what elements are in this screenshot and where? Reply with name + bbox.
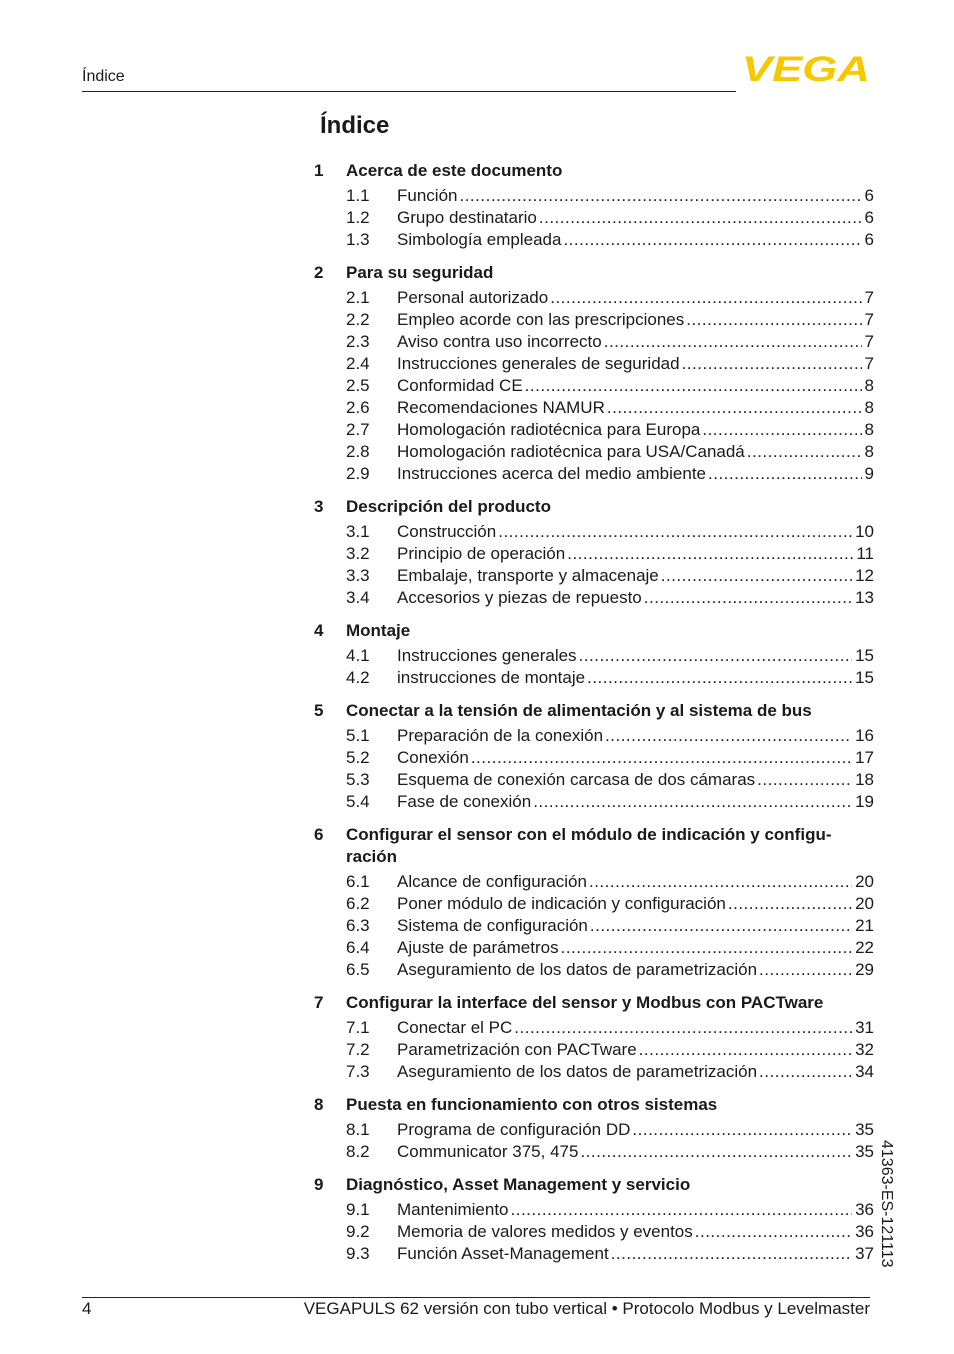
toc-entry[interactable] <box>314 419 874 441</box>
entry-title: Homologación radiotécnica para Europa <box>397 420 701 439</box>
dot-leader <box>757 769 852 791</box>
entry-page-number: 18 <box>855 770 874 789</box>
toc-section-heading[interactable] <box>314 700 874 722</box>
entry-number: 2.2 <box>346 310 370 329</box>
entry-title: Poner módulo de indicación y configuración <box>397 894 726 913</box>
entry-number: 2.3 <box>346 332 370 351</box>
entry-page-number: 20 <box>855 872 874 891</box>
toc-entry[interactable] <box>314 769 874 791</box>
entry-page-number: 10 <box>855 522 874 541</box>
entry-page-number: 13 <box>855 588 874 607</box>
entry-page-number: 8 <box>864 398 874 417</box>
entry-page-number: 17 <box>855 748 874 767</box>
entry-page-number: 29 <box>855 960 874 979</box>
dot-leader <box>533 791 852 813</box>
entry-title: Memoria de valores medidos y eventos <box>397 1222 693 1241</box>
entry-page-number: 37 <box>855 1244 874 1263</box>
toc-entry[interactable] <box>314 959 874 981</box>
vega-logo <box>742 53 872 90</box>
entry-title: Recomendaciones NAMUR <box>397 398 605 417</box>
section-number: 2 <box>314 263 324 282</box>
entry-title: Aseguramiento de los datos de parametrización <box>397 960 758 979</box>
footer-rule <box>82 1297 870 1298</box>
page-title: Índice <box>320 112 390 139</box>
entry-page-number: 8 <box>864 442 874 461</box>
entry-title: Conexión <box>397 748 469 767</box>
entry-page-number: 31 <box>855 1018 874 1037</box>
entry-title: Mantenimiento <box>397 1200 509 1219</box>
entry-page-number: 16 <box>855 726 874 745</box>
toc-entry[interactable] <box>314 353 874 375</box>
section-number: 5 <box>314 701 324 720</box>
entry-title: Conectar el PC <box>397 1018 513 1037</box>
toc-entry[interactable] <box>314 791 874 813</box>
entry-number: 9.2 <box>346 1222 370 1241</box>
entry-page-number: 15 <box>855 646 874 665</box>
dot-leader <box>525 375 862 397</box>
toc-section-heading[interactable] <box>314 262 874 284</box>
dot-leader <box>514 1017 852 1039</box>
dot-leader <box>661 565 852 587</box>
toc-entry[interactable] <box>314 521 874 543</box>
entry-number: 3.3 <box>346 566 370 585</box>
entry-number: 2.7 <box>346 420 370 439</box>
dot-leader <box>708 463 862 485</box>
running-header: Índice <box>82 68 125 85</box>
entry-page-number: 12 <box>855 566 874 585</box>
entry-title: Embalaje, transporte y almacenaje <box>397 566 659 585</box>
dot-leader <box>759 959 852 981</box>
toc-entry[interactable] <box>314 1119 874 1141</box>
entry-title: Empleo acorde con las prescripciones <box>397 310 685 329</box>
section-number: 9 <box>314 1175 324 1194</box>
dot-leader <box>607 397 862 419</box>
dot-leader <box>644 587 852 609</box>
entry-number: 3.2 <box>346 544 370 563</box>
toc-entry[interactable] <box>314 463 874 485</box>
entry-page-number: 19 <box>855 792 874 811</box>
toc-entry[interactable] <box>314 1017 874 1039</box>
entry-number: 6.1 <box>346 872 370 891</box>
dot-leader <box>747 441 862 463</box>
toc-section-heading[interactable] <box>314 160 874 182</box>
dot-leader <box>686 309 861 331</box>
section-title: Diagnóstico, Asset Management y servicio <box>346 1175 691 1194</box>
toc-entry[interactable] <box>314 229 874 251</box>
entry-number: 9.1 <box>346 1200 370 1219</box>
toc-section <box>314 1094 874 1163</box>
entry-number: 4.1 <box>346 646 370 665</box>
footer-document-title: VEGAPULS 62 versión con tubo vertical • Protocolo Modbus y Levelmaster <box>303 1299 870 1318</box>
entry-number: 6.3 <box>346 916 370 935</box>
entry-page-number: 7 <box>864 288 874 307</box>
section-title: Montaje <box>346 621 411 640</box>
toc-section <box>314 496 874 609</box>
svg-text:VEGA: VEGA <box>742 53 870 85</box>
entry-number: 5.2 <box>346 748 370 767</box>
entry-number: 9.3 <box>346 1244 370 1263</box>
toc-section <box>314 262 874 485</box>
footer-page-number: 4 <box>82 1299 92 1318</box>
entry-page-number: 20 <box>855 894 874 913</box>
section-title: Configurar el sensor con el módulo de indicación y configu-ración <box>346 825 832 866</box>
entry-number: 1.3 <box>346 230 370 249</box>
toc-entry[interactable] <box>314 587 874 609</box>
entry-title: Esquema de conexión carcasa de dos cámaras <box>397 770 756 789</box>
entry-title: Función <box>397 186 458 205</box>
toc-section-heading[interactable] <box>314 824 874 868</box>
dot-leader <box>580 1141 852 1163</box>
entry-title: Alcance de configuración <box>397 872 587 891</box>
entry-number: 5.1 <box>346 726 370 745</box>
dot-leader <box>498 521 852 543</box>
dot-leader <box>639 1039 852 1061</box>
entry-title: Fase de conexión <box>397 792 532 811</box>
toc-entry[interactable] <box>314 565 874 587</box>
toc-entry[interactable] <box>314 645 874 667</box>
toc-section-heading[interactable] <box>314 1174 874 1196</box>
entry-title: Función Asset-Management <box>397 1244 609 1263</box>
dot-leader <box>550 287 861 309</box>
entry-page-number: 32 <box>855 1040 874 1059</box>
dot-leader <box>759 1061 852 1083</box>
toc-entry[interactable] <box>314 1061 874 1083</box>
toc-section-heading[interactable] <box>314 620 874 642</box>
entry-number: 4.2 <box>346 668 370 687</box>
toc-section-heading[interactable] <box>314 496 874 518</box>
entry-page-number: 35 <box>855 1120 874 1139</box>
section-title: Puesta en funcionamiento con otros sistemas <box>346 1095 718 1114</box>
entry-number: 2.6 <box>346 398 370 417</box>
entry-page-number: 7 <box>864 332 874 351</box>
entry-page-number: 6 <box>864 186 874 205</box>
dot-leader <box>511 1199 853 1221</box>
entry-number: 5.3 <box>346 770 370 789</box>
dot-leader <box>563 229 861 251</box>
entry-page-number: 6 <box>864 208 874 227</box>
entry-title: Instrucciones generales de seguridad <box>397 354 680 373</box>
section-number: 8 <box>314 1095 324 1114</box>
document-code: 41363-ES-121113 <box>878 1140 895 1268</box>
section-number: 7 <box>314 993 324 1012</box>
entry-page-number: 21 <box>855 916 874 935</box>
toc-section-heading[interactable] <box>314 992 874 1014</box>
entry-number: 7.3 <box>346 1062 370 1081</box>
toc-entry[interactable] <box>314 207 874 229</box>
entry-page-number: 6 <box>864 230 874 249</box>
dot-leader <box>604 331 862 353</box>
toc-section <box>314 1174 874 1265</box>
entry-number: 1.2 <box>346 208 370 227</box>
toc-entry[interactable] <box>314 1221 874 1243</box>
toc-entry[interactable] <box>314 441 874 463</box>
entry-page-number: 35 <box>855 1142 874 1161</box>
dot-leader <box>605 725 852 747</box>
toc-entry[interactable] <box>314 747 874 769</box>
toc-entry[interactable] <box>314 871 874 893</box>
entry-number: 1.1 <box>346 186 370 205</box>
section-number: 1 <box>314 161 324 180</box>
entry-number: 8.1 <box>346 1120 370 1139</box>
toc-entry[interactable] <box>314 375 874 397</box>
entry-title: Communicator 375, 475 <box>397 1142 579 1161</box>
header-rule <box>82 91 736 92</box>
entry-page-number: 36 <box>855 1222 874 1241</box>
entry-title: Aviso contra uso incorrecto <box>397 332 602 351</box>
section-title: Acerca de este documento <box>346 161 563 180</box>
entry-title: Ajuste de parámetros <box>397 938 559 957</box>
entry-title: Sistema de configuración <box>397 916 588 935</box>
section-number: 6 <box>314 825 324 844</box>
entry-number: 6.2 <box>346 894 370 913</box>
toc-entry[interactable] <box>314 937 874 959</box>
entry-title: Principio de operación <box>397 544 566 563</box>
section-number: 4 <box>314 621 324 640</box>
entry-title: Preparación de la conexión <box>397 726 604 745</box>
dot-leader <box>590 915 852 937</box>
entry-page-number: 7 <box>864 310 874 329</box>
toc-entry[interactable] <box>314 1199 874 1221</box>
toc-section-heading[interactable] <box>314 1094 874 1116</box>
toc-entry[interactable] <box>314 1141 874 1163</box>
toc-entry[interactable] <box>314 309 874 331</box>
toc-entry[interactable] <box>314 725 874 747</box>
entry-title: Construcción <box>397 522 497 541</box>
section-title: Para su seguridad <box>346 263 494 282</box>
entry-number: 7.2 <box>346 1040 370 1059</box>
dot-leader <box>471 747 852 769</box>
toc-entry[interactable] <box>314 915 874 937</box>
dot-leader <box>561 937 852 959</box>
dot-leader <box>587 667 852 689</box>
toc-entry[interactable] <box>314 331 874 353</box>
toc-entry[interactable] <box>314 667 874 689</box>
toc-entry[interactable] <box>314 1039 874 1061</box>
entry-page-number: 11 <box>856 544 874 563</box>
entry-page-number: 8 <box>864 376 874 395</box>
entry-page-number: 15 <box>855 668 874 687</box>
entry-page-number: 8 <box>864 420 874 439</box>
dot-leader <box>611 1243 852 1265</box>
toc-entry[interactable] <box>314 185 874 207</box>
entry-title: Programa de configuración DD <box>397 1120 631 1139</box>
toc-section <box>314 160 874 251</box>
toc-section <box>314 700 874 813</box>
entry-number: 6.4 <box>346 938 370 957</box>
entry-title: Personal autorizado <box>397 288 549 307</box>
entry-number: 3.4 <box>346 588 370 607</box>
entry-title: Parametrización con PACTware <box>397 1040 637 1059</box>
entry-number: 6.5 <box>346 960 370 979</box>
entry-number: 7.1 <box>346 1018 370 1037</box>
toc-entry[interactable] <box>314 397 874 419</box>
entry-number: 5.4 <box>346 792 370 811</box>
entry-number: 3.1 <box>346 522 370 541</box>
toc-section <box>314 992 874 1083</box>
entry-title: Instrucciones acerca del medio ambiente <box>397 464 706 483</box>
dot-leader <box>579 645 853 667</box>
toc-entry[interactable] <box>314 1243 874 1265</box>
entry-page-number: 9 <box>864 464 874 483</box>
section-number: 3 <box>314 497 324 516</box>
entry-page-number: 7 <box>864 354 874 373</box>
entry-title: Instrucciones generales <box>397 646 577 665</box>
entry-number: 2.4 <box>346 354 370 373</box>
dot-leader <box>695 1221 852 1243</box>
entry-title: Aseguramiento de los datos de parametrización <box>397 1062 758 1081</box>
entry-number: 8.2 <box>346 1142 370 1161</box>
toc-section <box>314 620 874 689</box>
entry-title: instrucciones de montaje <box>397 668 586 687</box>
entry-title: Accesorios y piezas de repuesto <box>397 588 642 607</box>
table-of-contents <box>314 160 874 1276</box>
toc-section <box>314 824 874 981</box>
toc-entry[interactable] <box>314 893 874 915</box>
entry-title: Conformidad CE <box>397 376 523 395</box>
entry-title: Homologación radiotécnica para USA/Canadá <box>397 442 745 461</box>
entry-page-number: 22 <box>855 938 874 957</box>
dot-leader <box>589 871 852 893</box>
section-title: Configurar la interface del sensor y Modbus con PACTware <box>346 993 824 1012</box>
dot-leader <box>728 893 852 915</box>
toc-entry[interactable] <box>314 287 874 309</box>
toc-entry[interactable] <box>314 543 874 565</box>
section-title: Conectar a la tensión de alimentación y al sistema de bus <box>346 701 812 720</box>
entry-page-number: 36 <box>855 1200 874 1219</box>
entry-number: 2.8 <box>346 442 370 461</box>
dot-leader <box>682 353 862 375</box>
entry-number: 2.5 <box>346 376 370 395</box>
entry-number: 2.9 <box>346 464 370 483</box>
dot-leader <box>459 185 861 207</box>
entry-page-number: 34 <box>855 1062 874 1081</box>
dot-leader <box>702 419 861 441</box>
entry-number: 2.1 <box>346 288 370 307</box>
section-title: Descripción del producto <box>346 497 551 516</box>
dot-leader <box>567 543 853 565</box>
entry-title: Simbología empleada <box>397 230 562 249</box>
dot-leader <box>632 1119 852 1141</box>
entry-title: Grupo destinatario <box>397 208 537 227</box>
dot-leader <box>539 207 862 229</box>
